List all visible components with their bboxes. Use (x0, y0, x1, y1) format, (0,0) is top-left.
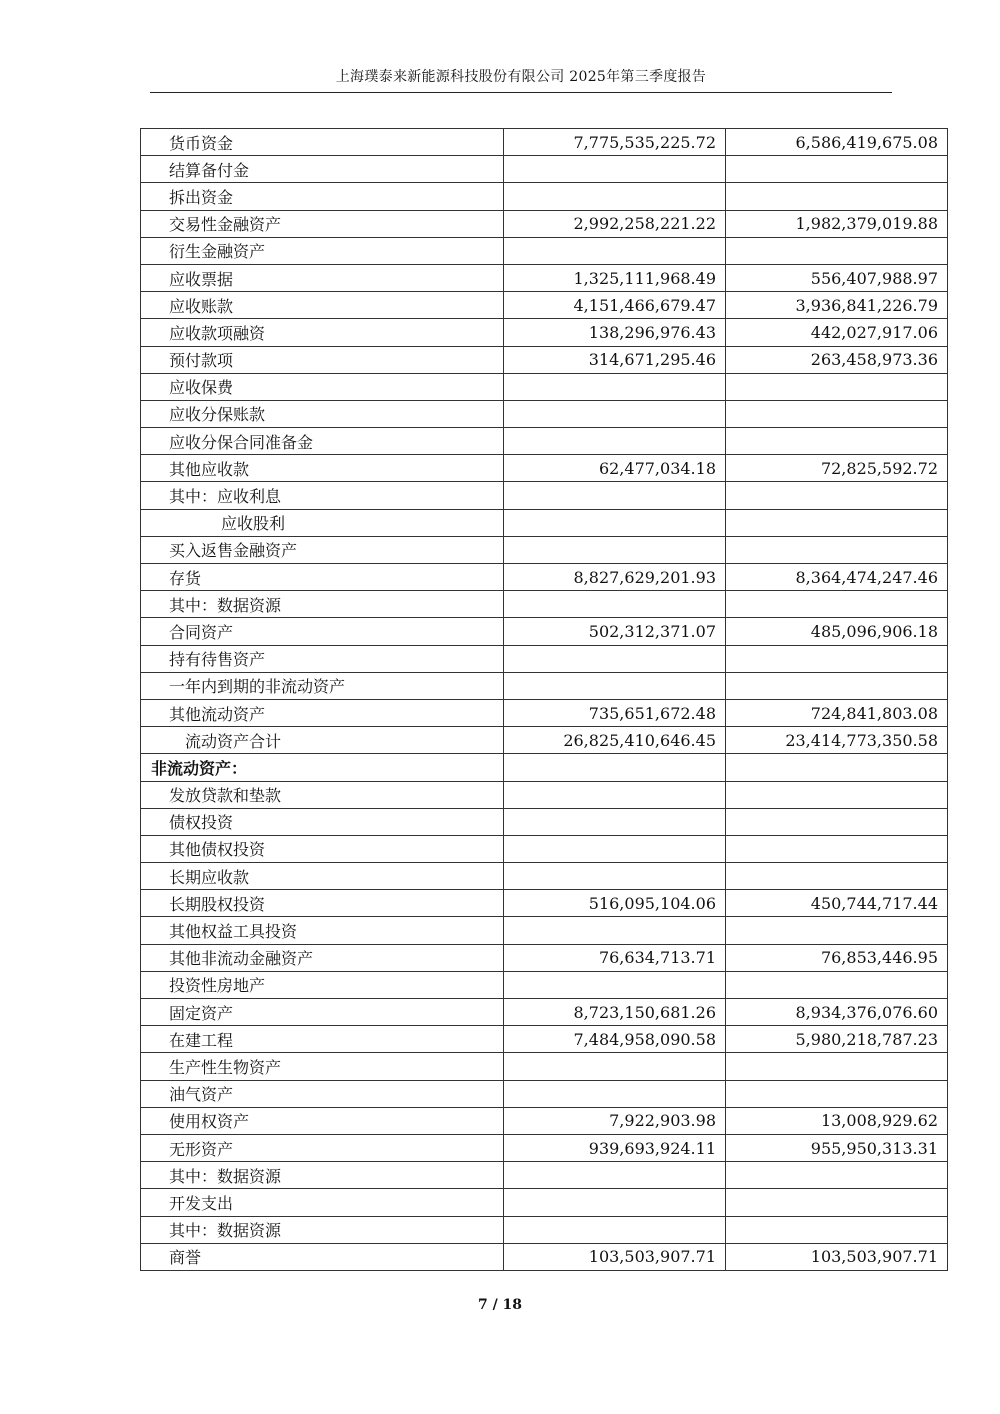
row-label: 无形资产 (141, 1134, 504, 1161)
current-period-value: 2,992,258,221.22 (504, 210, 726, 237)
current-period-value: 516,095,104.06 (504, 890, 726, 917)
prior-period-value: 8,934,376,076.60 (726, 999, 948, 1026)
prior-period-value (726, 917, 948, 944)
prior-period-value: 13,008,929.62 (726, 1107, 948, 1134)
current-period-value: 1,325,111,968.49 (504, 264, 726, 291)
current-period-value (504, 400, 726, 427)
prior-period-value (726, 591, 948, 618)
row-label: 其他债权投资 (141, 835, 504, 862)
row-label: 衍生金融资产 (141, 237, 504, 264)
current-period-value (504, 183, 726, 210)
row-label: 应收账款 (141, 292, 504, 319)
current-period-value: 939,693,924.11 (504, 1134, 726, 1161)
row-label: 发放贷款和垫款 (141, 781, 504, 808)
row-label: 投资性房地产 (141, 971, 504, 998)
current-period-value: 7,484,958,090.58 (504, 1026, 726, 1053)
row-label: 商誉 (141, 1243, 504, 1270)
current-period-value (504, 1053, 726, 1080)
row-label: 结算备付金 (141, 156, 504, 183)
prior-period-value (726, 1189, 948, 1216)
table-row (141, 210, 948, 237)
row-label: 应收款项融资 (141, 319, 504, 346)
row-label: 持有待售资产 (141, 645, 504, 672)
table-row (141, 999, 948, 1026)
prior-period-value: 23,414,773,350.58 (726, 727, 948, 754)
table-row (141, 319, 948, 346)
table-row (141, 564, 948, 591)
row-label: 其中：数据资源 (141, 1216, 504, 1243)
current-period-value (504, 591, 726, 618)
prior-period-value (726, 183, 948, 210)
prior-period-value (726, 672, 948, 699)
row-label: 应收分保账款 (141, 400, 504, 427)
row-label: 存货 (141, 564, 504, 591)
prior-period-value: 3,936,841,226.79 (726, 292, 948, 319)
table-row (141, 1189, 948, 1216)
prior-period-value (726, 645, 948, 672)
prior-period-value (726, 509, 948, 536)
current-period-value: 103,503,907.71 (504, 1243, 726, 1270)
table-row (141, 1053, 948, 1080)
row-label: 长期股权投资 (141, 890, 504, 917)
row-label: 其他流动资产 (141, 699, 504, 726)
current-period-value (504, 428, 726, 455)
prior-period-value: 8,364,474,247.46 (726, 564, 948, 591)
table-row (141, 455, 948, 482)
table-row (141, 971, 948, 998)
row-label: 交易性金融资产 (141, 210, 504, 237)
row-label: 油气资产 (141, 1080, 504, 1107)
row-label: 合同资产 (141, 618, 504, 645)
current-period-value (504, 971, 726, 998)
prior-period-value (726, 808, 948, 835)
prior-period-value: 450,744,717.44 (726, 890, 948, 917)
prior-period-value (726, 781, 948, 808)
row-label: 一年内到期的非流动资产 (141, 672, 504, 699)
current-period-value: 62,477,034.18 (504, 455, 726, 482)
current-period-value: 7,775,535,225.72 (504, 129, 726, 156)
header-divider (150, 92, 892, 93)
current-period-value (504, 156, 726, 183)
prior-period-value (726, 835, 948, 862)
row-label: 应收票据 (141, 264, 504, 291)
table-row (141, 346, 948, 373)
balance-sheet-body (141, 129, 948, 1271)
prior-period-value: 556,407,988.97 (726, 264, 948, 291)
table-row (141, 863, 948, 890)
row-label: 使用权资产 (141, 1107, 504, 1134)
prior-period-value: 724,841,803.08 (726, 699, 948, 726)
current-period-value (504, 373, 726, 400)
row-label: 其中：应收利息 (141, 482, 504, 509)
current-period-value (504, 781, 726, 808)
row-label: 预付款项 (141, 346, 504, 373)
table-row (141, 1243, 948, 1270)
row-label: 其他应收款 (141, 455, 504, 482)
row-label: 在建工程 (141, 1026, 504, 1053)
table-row (141, 292, 948, 319)
current-period-value: 138,296,976.43 (504, 319, 726, 346)
current-period-value (504, 917, 726, 944)
table-row (141, 835, 948, 862)
current-period-value (504, 1162, 726, 1189)
table-row (141, 618, 948, 645)
section-blank-cell (726, 754, 948, 781)
table-row (141, 645, 948, 672)
current-period-value (504, 509, 726, 536)
prior-period-value (726, 1080, 948, 1107)
prior-period-value: 103,503,907.71 (726, 1243, 948, 1270)
row-label: 固定资产 (141, 999, 504, 1026)
table-row (141, 428, 948, 455)
table-row (141, 1107, 948, 1134)
prior-period-value (726, 971, 948, 998)
current-period-value (504, 672, 726, 699)
current-period-value: 4,151,466,679.47 (504, 292, 726, 319)
table-row (141, 129, 948, 156)
prior-period-value (726, 400, 948, 427)
row-label: 长期应收款 (141, 863, 504, 890)
table-row (141, 917, 948, 944)
current-period-value (504, 835, 726, 862)
current-period-value: 76,634,713.71 (504, 944, 726, 971)
prior-period-value (726, 863, 948, 890)
page-number: 7 / 18 (477, 1297, 523, 1313)
row-label: 货币资金 (141, 129, 504, 156)
row-label: 买入返售金融资产 (141, 536, 504, 563)
prior-period-value: 76,853,446.95 (726, 944, 948, 971)
table-row (141, 237, 948, 264)
prior-period-value (726, 428, 948, 455)
prior-period-value: 442,027,917.06 (726, 319, 948, 346)
section-blank-cell (504, 754, 726, 781)
row-label: 其中：数据资源 (141, 591, 504, 618)
table-row (141, 1134, 948, 1161)
current-period-value: 26,825,410,646.45 (504, 727, 726, 754)
prior-period-value (726, 1053, 948, 1080)
current-period-value: 8,827,629,201.93 (504, 564, 726, 591)
table-row (141, 672, 948, 699)
prior-period-value: 485,096,906.18 (726, 618, 948, 645)
current-period-value: 8,723,150,681.26 (504, 999, 726, 1026)
table-row (141, 183, 948, 210)
current-period-value: 314,671,295.46 (504, 346, 726, 373)
current-period-value (504, 1189, 726, 1216)
current-period-value (504, 1080, 726, 1107)
prior-period-value: 6,586,419,675.08 (726, 129, 948, 156)
current-period-value: 7,922,903.98 (504, 1107, 726, 1134)
table-row (141, 482, 948, 509)
table-row (141, 890, 948, 917)
row-label: 应收保费 (141, 373, 504, 400)
table-row (141, 373, 948, 400)
table-row (141, 1216, 948, 1243)
report-header-title: 上海璞泰来新能源科技股份有限公司 2025年第三季度报告 (335, 69, 707, 85)
prior-period-value (726, 1162, 948, 1189)
table-row (141, 400, 948, 427)
current-period-value (504, 536, 726, 563)
table-row (141, 264, 948, 291)
row-label: 流动资产合计 (141, 727, 504, 754)
row-label: 其他权益工具投资 (141, 917, 504, 944)
table-row (141, 1080, 948, 1107)
section-header-row (141, 754, 948, 781)
row-label: 拆出资金 (141, 183, 504, 210)
prior-period-value (726, 482, 948, 509)
section-title: 非流动资产： (141, 754, 504, 781)
current-period-value (504, 237, 726, 264)
prior-period-value: 955,950,313.31 (726, 1134, 948, 1161)
prior-period-value (726, 156, 948, 183)
prior-period-value (726, 373, 948, 400)
prior-period-value: 5,980,218,787.23 (726, 1026, 948, 1053)
row-label: 应收分保合同准备金 (141, 428, 504, 455)
prior-period-value: 1,982,379,019.88 (726, 210, 948, 237)
current-period-value: 502,312,371.07 (504, 618, 726, 645)
row-label: 债权投资 (141, 808, 504, 835)
prior-period-value: 263,458,973.36 (726, 346, 948, 373)
balance-sheet-table (140, 128, 948, 1271)
row-label: 开发支出 (141, 1189, 504, 1216)
table-row (141, 1162, 948, 1189)
table-row (141, 781, 948, 808)
current-period-value (504, 482, 726, 509)
row-label: 应收股利 (141, 509, 504, 536)
current-period-value (504, 808, 726, 835)
current-period-value (504, 1216, 726, 1243)
prior-period-value (726, 1216, 948, 1243)
table-row (141, 156, 948, 183)
table-row (141, 1026, 948, 1053)
row-label: 其他非流动金融资产 (141, 944, 504, 971)
table-row (141, 699, 948, 726)
prior-period-value (726, 237, 948, 264)
row-label: 生产性生物资产 (141, 1053, 504, 1080)
table-row (141, 808, 948, 835)
table-row (141, 509, 948, 536)
prior-period-value: 72,825,592.72 (726, 455, 948, 482)
current-period-value (504, 645, 726, 672)
table-row (141, 536, 948, 563)
current-period-value: 735,651,672.48 (504, 699, 726, 726)
row-label: 其中：数据资源 (141, 1162, 504, 1189)
table-row (141, 727, 948, 754)
prior-period-value (726, 536, 948, 563)
current-period-value (504, 863, 726, 890)
table-row (141, 944, 948, 971)
table-row (141, 591, 948, 618)
